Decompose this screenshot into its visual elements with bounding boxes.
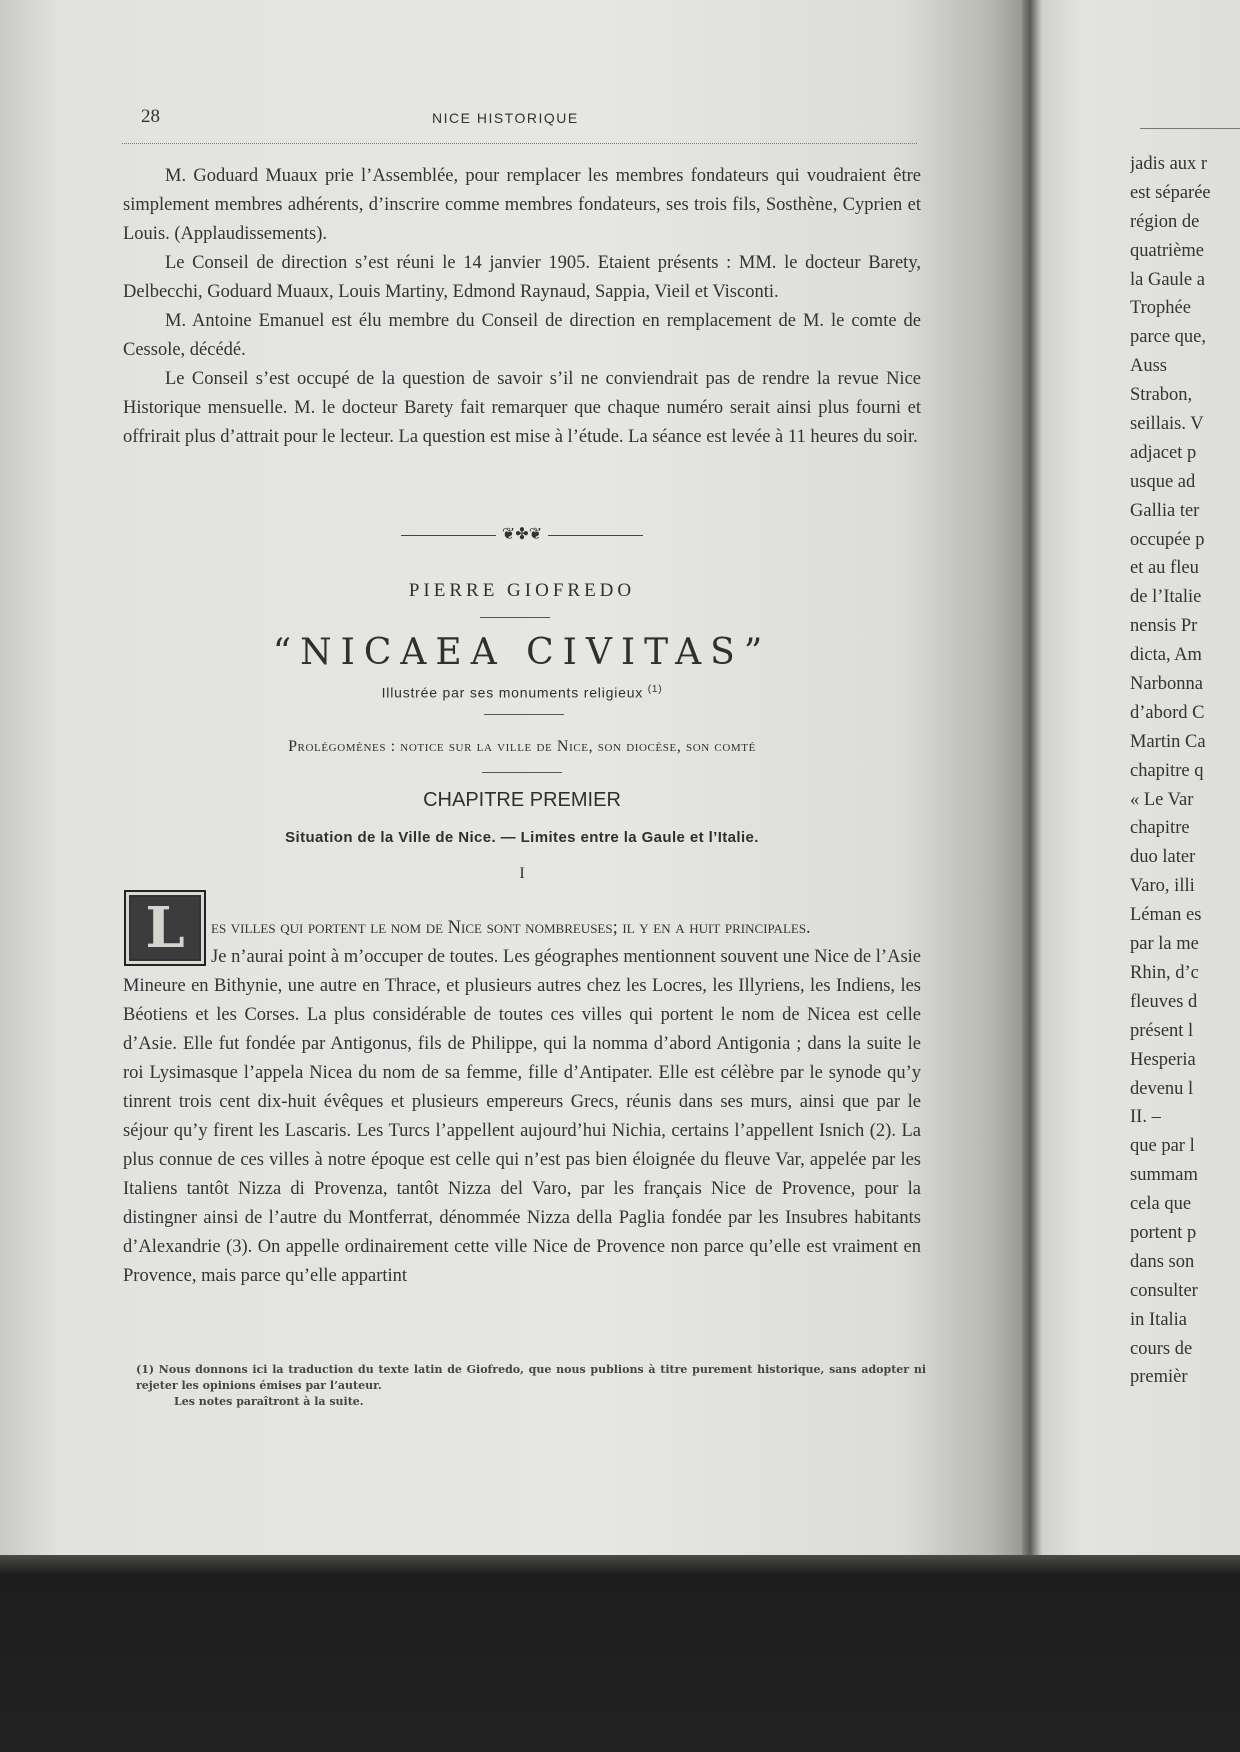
body-paragraph: Je n’aurai point à m’occuper de toutes. Les géographes mentionnent souvent une Nice de l’Asie Mineure en Bithynie, une autre en Thrace, et plusieurs autres chez les Locres, les Illyriens, les Indiens, les Béotiens et les Corses. La plus considérable de toutes ces villes qui portent le nom de Nicea est celle d’Asie. Elle fut fondée par Antigonus, fils de Philippe, qui la nomma d’abord Antigonia ; dans la suite le roi Lysimasque l’appela Nicea du nom de sa femme, fille d’Antipater. Elle est célèbre par le synode qu’y tinrent trois cent dix-huit évêques et plusieurs empereurs Grecs, réunis dans ses murs, ainsi que par le séjour qu’y firent les Lascaris. Les Turcs l’appellent aujourd’hui Nichia, certains l’appellent Isnich (2). La plus connue de ces villes à notre époque est celle qui n’est pas bien éloignée du fleuve Var, appelée par les Italiens tantôt Nizza di Provenza, tantôt Nizza del Varo, par les français Nice de Provence, pour la distingner ainsi de l’autre du Montferrat, dénommée Nizza della Paglia fondée par les Insubres habitants d’Alexandrie (3). On appelle ordinairement cette ville Nice de Provence non parce qu’elle est vraiment en Provence, mais parce qu’elle appartint [123,947,921,1286]
facing-page-line: consulter [1130,1280,1198,1301]
paragraph-conseil: Le Conseil de direction s’est réuni le 14 janvier 1905. Etaient présents : MM. le docteur Barety, Delbecchi, Goduard Muaux, Louis Martiny, Edmond Raynaud, Sappia, Vieil et Visconti. [123,253,921,302]
drop-cap-letter: L [145,895,185,961]
facing-page-line: devenu l [1130,1078,1194,1099]
facing-page-line: parce que, [1130,327,1207,348]
facing-page-line: adjacet p [1130,442,1197,463]
facing-page-line: présent l [1130,1020,1194,1041]
article-subtitle [123,684,921,701]
facing-page-line: seillais. V [1130,414,1204,435]
facing-page-line: Rhin, d’c [1130,962,1199,983]
rule-under-author [480,617,550,618]
facing-page-line: cela que [1130,1194,1192,1215]
book-gutter [1022,0,1042,1555]
facing-page-line: dicta, Am [1130,645,1202,666]
facing-page-line: par la me [1130,934,1199,955]
subtitle-text: Illustrée par ses monuments religieux [381,684,644,701]
facing-page-line: summam [1130,1165,1198,1186]
chapter-subtitle: Situation de la Ville de Nice. — Limites entre la Gaule et l’Italie. [285,829,759,846]
header-rule [122,143,917,144]
facing-page-line: la Gaule a [1130,269,1205,290]
body-first-line [211,914,921,943]
rule-under-subtitle [484,714,564,715]
facing-page-line: et au fleu [1130,558,1199,579]
facing-page-line: portent p [1130,1222,1197,1243]
chapter-title: CHAPITRE PREMIER [423,789,621,811]
facing-page-line: Hesperia [1130,1049,1196,1070]
paragraph-revue: Le Conseil s’est occupé de la question de savoir s’il ne conviendrait pas de rendre la revue Nice Historique mensuelle. M. le docteur Barety fait remarquer que chaque numéro serait ainsi plus fourni et offrirait plus d’attrait pour le lecteur. La question est mise à l’étude. La séance est levée à 11 heures du soir. [123,369,921,447]
article-title: “NICAEA CIVITAS” [272,632,772,673]
facing-page-line: que par l [1130,1136,1195,1157]
footnote-1: (1) Nous donnons ici la traduction du texte latin de Giofredo, que nous publions à titre purement historique, sans adopter ni rejeter les opinions émises par l’auteur. [136,1363,926,1392]
facing-page-line: fleuves d [1130,991,1198,1012]
facing-page-line: in Italia [1130,1309,1188,1330]
facing-page-line: Martin Ca [1130,731,1206,752]
facing-page-line: Strabon, [1130,385,1193,406]
prolegomenes-heading: Prolégomènes : notice sur la ville de Nice, son diocèse, son comté [288,738,756,755]
facing-page-line: chapitre [1130,818,1190,839]
subtitle-note-ref: (1) [647,684,663,695]
facing-page-line: Gallia ter [1130,500,1200,521]
paragraph-goduard: M. Goduard Muaux prie l’Assemblée, pour remplacer les membres fondateurs qui voudraient être simplement membres adhérents, d’inscrire comme membres fondateurs, ses trois fils, Sosthène, Cyprien et Louis. (Applaudissements). [123,166,921,244]
facing-page-line: jadis aux r [1130,154,1208,174]
facing-page-line: Auss [1130,356,1168,377]
running-head: NICE HISTORIQUE [432,110,579,126]
section-number: I [519,865,525,882]
paragraph-emanuel: M. Antoine Emanuel est élu membre du Conseil de direction en remplacement de M. le comte de Cessole, décédé. [123,311,921,360]
facing-page-line: d’abord C [1130,702,1205,723]
facing-page-line: est séparée [1130,182,1211,203]
facing-page-line: occupée p [1130,529,1205,550]
facing-page-line: région de [1130,211,1200,232]
intro-text [123,162,921,452]
rule-under-prolegomenes [482,772,562,773]
section-ornament: ❦✤❦ [123,524,921,544]
facing-page-line: chapitre q [1130,760,1204,781]
first-line-text: es villes qui portent le nom de Nice sont nombreuses; il y en a huit principales. [211,918,811,938]
facing-page-text [1130,150,1240,1392]
facing-page-line: cours de [1130,1338,1193,1359]
facing-page-line: duo later [1130,847,1196,868]
facing-page-line: Léman es [1130,905,1202,926]
facing-page-line: II. – [1130,1107,1161,1128]
article-author: PIERRE GIOFREDO [408,580,636,601]
footnotes [136,1362,926,1410]
page-number: 28 [141,106,160,127]
article-body [123,943,921,1291]
facing-page-line: quatrième [1130,240,1204,261]
facing-page-line: de l’Italie [1130,587,1202,608]
facing-page-line: « Le Var [1130,789,1194,810]
facing-page-line: Trophée [1130,298,1191,319]
facing-page-header-rule [1140,128,1240,129]
facing-page-line: nensis Pr [1130,616,1198,637]
facing-page-line: Varo, illi [1130,876,1195,897]
facing-page-line: dans son [1130,1251,1195,1272]
facing-page-line: Narbonna [1130,674,1203,695]
footnote-notes-later: Les notes paraîtront à la suite. [174,1395,364,1408]
facing-page-line: premièr [1130,1367,1188,1388]
scanner-background [0,1555,1240,1752]
facing-page-line: usque ad [1130,471,1196,492]
